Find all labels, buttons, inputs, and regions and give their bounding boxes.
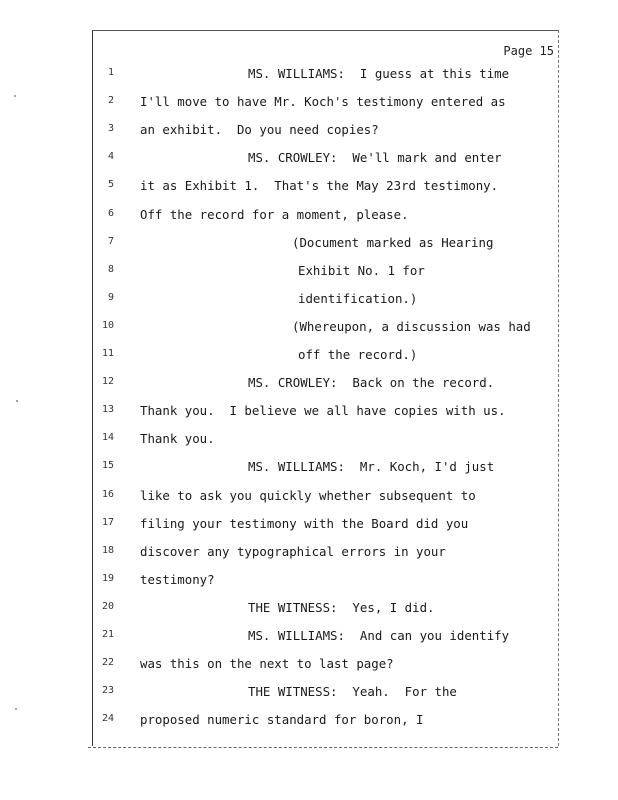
scan-speck — [16, 400, 18, 402]
transcript-line: MS. WILLIAMS: Mr. Koch, I'd just — [248, 459, 495, 475]
line-number: 6 — [107, 207, 114, 219]
bottom-rule — [88, 747, 558, 748]
line-number: 16 — [101, 488, 114, 500]
line-number: 1 — [107, 67, 114, 78]
line-number: 3 — [107, 123, 114, 135]
transcript-line: an exhibit. Do you need copies? — [140, 122, 379, 138]
line-number: 22 — [101, 657, 114, 669]
line-number: 13 — [101, 404, 114, 416]
line-number: 10 — [101, 319, 114, 331]
page-number: Page 15 — [503, 44, 554, 58]
line-number: 20 — [101, 600, 114, 612]
transcript-line: like to ask you quickly whether subsequent to — [140, 487, 476, 503]
line-number: 11 — [101, 348, 114, 359]
transcript-line: MS. WILLIAMS: And can you identify — [248, 628, 510, 643]
transcript-line: THE WITNESS: Yeah. For the — [248, 684, 457, 700]
line-number: 2 — [107, 95, 114, 107]
transcript-line: Off the record for a moment, please. — [140, 206, 409, 222]
transcript-line: identification.) — [298, 290, 418, 306]
transcript-line: THE WITNESS: Yes, I did. — [248, 599, 435, 615]
line-number: 17 — [101, 516, 114, 528]
transcript-line: Thank you. I believe we all have copies with us. — [140, 403, 506, 419]
transcript-line: MS. CROWLEY: Back on the record. — [248, 375, 495, 391]
scan-speck — [14, 95, 16, 97]
transcript-line: proposed numeric standard for boron, I — [140, 712, 424, 728]
line-number: 19 — [101, 572, 114, 584]
transcript-line: discover any typographical errors in your — [140, 543, 446, 559]
line-number: 14 — [101, 432, 114, 444]
line-number: 4 — [107, 151, 114, 163]
line-number: 24 — [101, 713, 114, 725]
scan-speck — [15, 708, 17, 710]
line-number: 15 — [101, 460, 114, 472]
transcript-line: MS. WILLIAMS: I guess at this time — [248, 66, 510, 81]
line-number: 8 — [107, 263, 114, 275]
transcript-line: Thank you. — [140, 431, 215, 447]
line-number: 7 — [107, 235, 114, 247]
transcript-line: (Whereupon, a discussion was had — [292, 318, 531, 334]
transcript-line: it as Exhibit 1. That's the May 23rd testimony. — [140, 178, 499, 194]
line-number: 5 — [107, 179, 114, 191]
transcript-line: off the record.) — [298, 347, 418, 362]
line-number: 21 — [101, 629, 114, 640]
transcript-line: MS. CROWLEY: We'll mark and enter — [248, 150, 502, 166]
line-number: 18 — [101, 544, 114, 556]
transcript-line: I'll move to have Mr. Koch's testimony entered as — [140, 94, 506, 110]
line-number: 12 — [101, 376, 114, 388]
line-number: 23 — [101, 685, 114, 697]
transcript-line: Exhibit No. 1 for — [298, 262, 425, 278]
transcript-line: (Document marked as Hearing — [292, 234, 494, 250]
transcript-line: testimony? — [140, 571, 215, 587]
line-number: 9 — [107, 291, 114, 303]
transcript-line: filing your testimony with the Board did you — [140, 515, 469, 531]
transcript-line: was this on the next to last page? — [140, 656, 394, 672]
